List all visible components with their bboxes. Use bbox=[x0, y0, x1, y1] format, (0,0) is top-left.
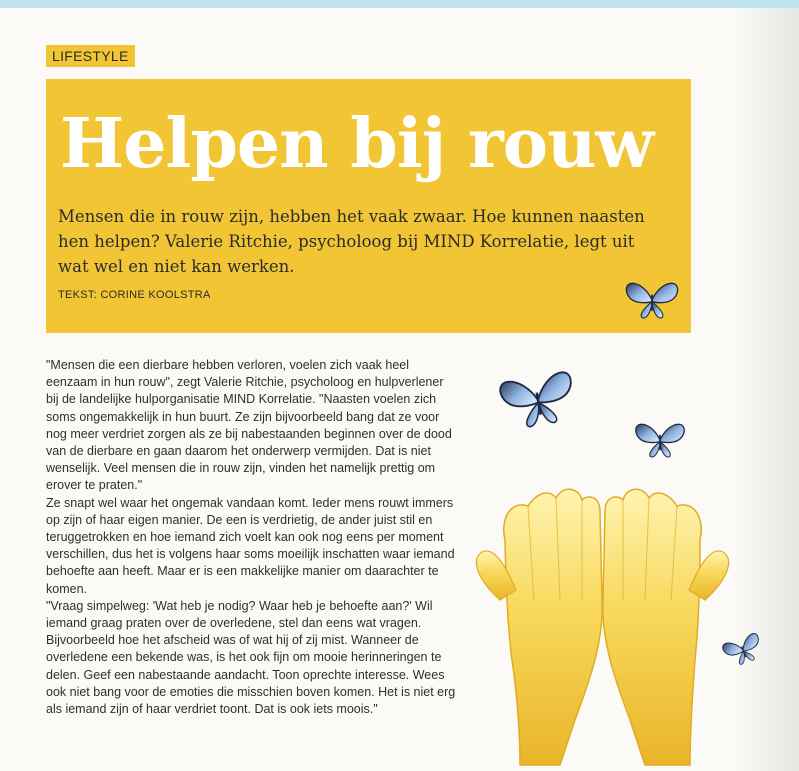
author-credit: TEKST: CORINE KOOLSTRA bbox=[58, 289, 211, 301]
butterfly-icon bbox=[721, 632, 764, 668]
body-paragraph: "Mensen die een dierbare hebben verloren, voelen zich vaak heel eenzaam in hun rouw", zegt Valerie Ritchie, psycholoog en hulpverlener bij de landelijke hulporganisatie MIND Korrelatie. "Naasten voelen zich soms ongemakkelijk in hun buurt. Ze zijn bijvoorbeeld bang dat ze voor nog meer verdriet zorgen als ze bij nabestaanden beginnen over de dood van de dierbare en gaan daarom het onderwerp vermijden. Dat is niet wenselijk. Veel mensen die in rouw zijn, vinden het namelijk prettig om erover te praten." bbox=[46, 358, 452, 493]
intro-text: Mensen die in rouw zijn, hebben het vaak zwaar. Hoe kunnen naasten hen helpen? Valerie Ritchie, psycholoog bij MIND Korrelatie, legt uit wat wel en niet kan werken. bbox=[58, 207, 645, 276]
body-paragraph: "Vraag simpelweg: 'Wat heb je nodig? Waar heb je behoefte aan?' Wil iemand graag praten over de overledene, stel dan eens wat vragen. Bijvoorbeeld hoe het afscheid was of wat hij of zij mist. Wanneer de overledene een bekende was, is het ook fijn om mooie herinneringen te delen. Geef een nabestaande aandacht. Toon oprechte interesse. Wees ook niet bang voor de emoties die misschien boven komen. Het is niet erg als iemand zijn of haar verdriet toont. Dat is ook iets moois." bbox=[46, 598, 456, 717]
page-title: Helpen bij rouw bbox=[60, 104, 654, 184]
section-label: LIFESTYLE bbox=[46, 45, 135, 67]
open-hands-illustration bbox=[476, 489, 728, 765]
butterfly-icon bbox=[499, 371, 577, 431]
body-paragraph: Ze snapt wel waar het ongemak vandaan komt. Ieder mens rouwt immers op zijn of haar eigen manier. De een is verdrietig, de ander juist stil en teruggetrokken en hoe iemand zich voelt kan ook nog eens per moment verschillen, dus het is volgens haar soms moeilijk inschatten waar iemand behoefte aan heeft. Maar er is een makkelijke manier om daarachter te komen. bbox=[46, 495, 455, 596]
butterfly-icon bbox=[626, 283, 677, 318]
butterfly-icon bbox=[636, 424, 684, 457]
